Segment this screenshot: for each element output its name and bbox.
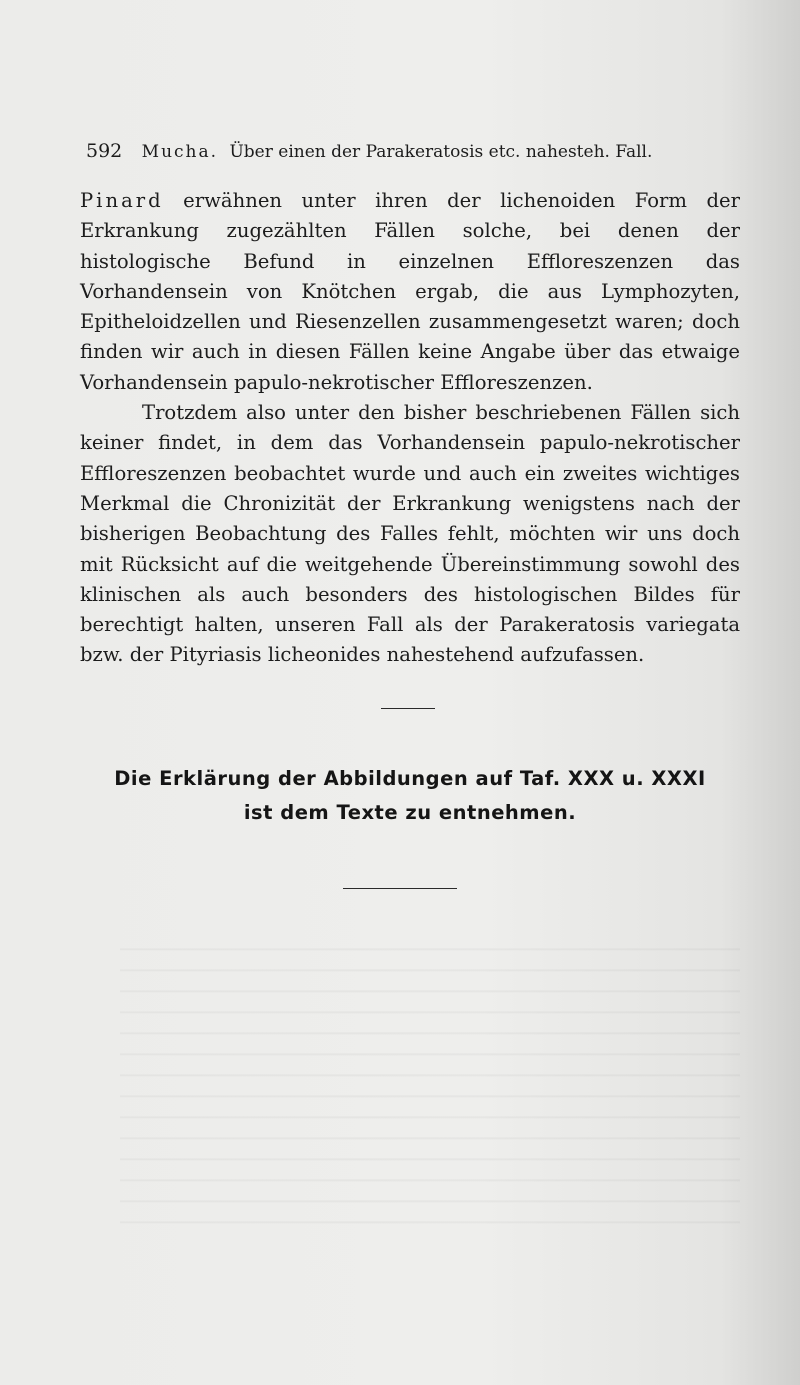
- body-text: [80, 186, 740, 671]
- paragraph-1-text: erwähnen unter ihren der lichenoiden Form der Erkrankung zugezählten Fällen solche, bei denen der histologische Befund in einzelnen Effloreszenzen das Vorhandensein von Knötchen ergab, die aus Lymphozyten, Epitheloidzellen und Riesenzellen zusammengesetzt waren; doch finden wir auch in diesen Fällen keine Angabe über das etwaige Vorhandensein papulo-nekrotischer Effloreszenzen.: [80, 189, 740, 394]
- show-through-texture: [120, 930, 740, 1230]
- section-divider-top: [381, 708, 435, 709]
- plate-note-line-2: ist dem Texte zu entnehmen.: [243, 801, 577, 824]
- running-head-title: Über einen der Parakeratosis etc. nahesteh. Fall.: [229, 142, 653, 162]
- paragraph-2: Trotzdem also unter den bisher beschriebenen Fällen sich keiner findet, in dem das Vorhandensein papulo-nekrotischer Effloreszenzen beobachtet wurde und auch ein zweites wichtiges Merkmal die Chronizität der Erkrankung wenigstens nach der bisherigen Beobachtung des Falles fehlt, möchten wir uns doch mit Rücksicht auf die weitgehende Übereinstimmung sowohl des klinischen als auch besonders des histologischen Bildes für berechtigt halten, unseren Fall als der Parakeratosis variegata bzw. der Pityriasis licheonides nahestehend aufzufassen.: [80, 401, 740, 667]
- running-head: [86, 140, 686, 162]
- paragraph-1: [80, 186, 740, 398]
- page-number: 592: [86, 140, 123, 162]
- paragraph-1-lead-name: Pinard: [80, 189, 164, 212]
- plate-note: [100, 762, 720, 830]
- plate-note-line-1: Die Erklärung der Abbildungen auf Taf. XXX u. XXXI: [114, 767, 706, 790]
- section-divider-bottom: [343, 888, 457, 889]
- running-head-author: Mucha.: [141, 142, 219, 162]
